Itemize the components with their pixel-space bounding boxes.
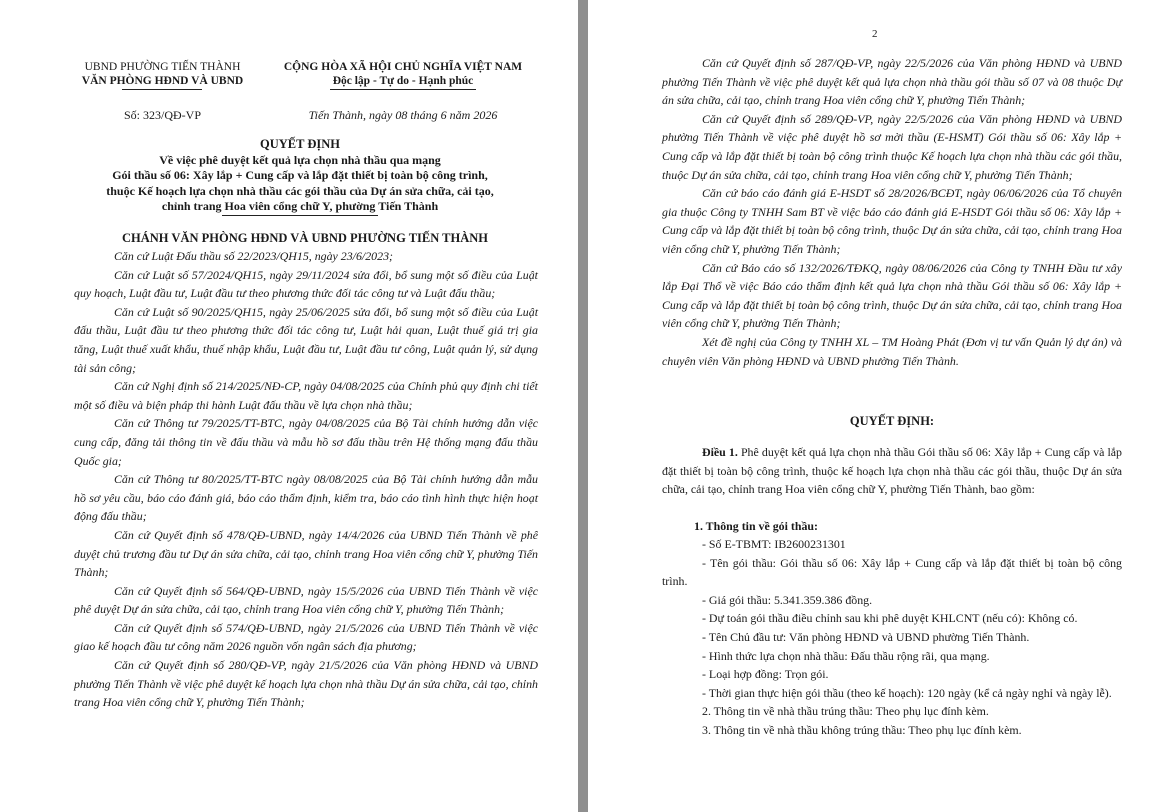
legal-basis: Căn cứ Báo cáo số 132/2026/TĐKQ, ngày 08/06/2026 của Công ty TNHH Đầu tư xây lắp Đại Thổ về việc Báo cáo thẩm định kết quả lựa chọn nhà thầu Gói thầu số 06: Xây lắp + Cung cấp và lắp đặt thiết bị toàn bộ công trình, thuộc Dự án sửa chữa, cải tạo, chỉnh trang Hoa viên cổng chữ Y, phường Tiến Thành; bbox=[662, 260, 1122, 331]
org-underline bbox=[122, 89, 202, 90]
document-title: QUYẾT ĐỊNH bbox=[260, 137, 340, 151]
legal-basis: Căn cứ Nghị định số 214/2025/NĐ-CP, ngày 04/08/2025 của Chính phủ quy định chi tiết một số điều và biện pháp thi hành Luật đấu thầu về lựa chọn nhà thầu; bbox=[74, 379, 538, 412]
legal-basis: Căn cứ Luật số 90/2025/QH15, ngày 25/06/2025 sửa đổi, bổ sung một số điều của Luật đấu thầu, Luật đầu tư theo phương thức đối tác công tư, Luật hải quan, Luật thuế giá trị gia tăng, Luật thuế xuất khẩu, thuế nhập khẩu, Luật đầu tư, Luật đầu tư công, Luật quản lý, sử dụng tài sản công; bbox=[74, 304, 538, 375]
package-info-item: - Dự toán gói thầu điều chỉnh sau khi phê duyệt KHLCNT (nếu có): Không có. bbox=[702, 611, 1078, 626]
subject-underline bbox=[222, 215, 378, 216]
package-info-item: - Loại hợp đồng: Trọn gói. bbox=[702, 667, 829, 682]
article-1-label: Điều 1. bbox=[702, 445, 738, 459]
package-info-item: - Tên Chủ đầu tư: Văn phòng HĐND và UBND phường Tiến Thành. bbox=[702, 629, 1030, 644]
section-1-heading bbox=[662, 517, 1122, 536]
issuing-org bbox=[70, 60, 255, 88]
issuing-authority: CHÁNH VĂN PHÒNG HĐND VÀ UBND PHƯỜNG TIẾN THÀNH bbox=[122, 231, 488, 245]
legal-basis: Căn cứ Luật số 57/2024/QH15, ngày 29/11/2024 sửa đổi, bổ sung một số điều của Luật quy hoạch, Luật đầu tư, Luật đầu tư theo phương thức đối tác công tư và Luật đấu thầu; bbox=[74, 267, 538, 301]
article-1-text: Phê duyệt kết quả lựa chọn nhà thầu Gói thầu số 06: Xây lắp + Cung cấp và lắp đặt thiết bị toàn bộ công trình, thuộc kế hoạch lựa chọn nhà thầu các gói thầu, thuộc Dự án sửa chữa, cải tạo, chỉnh trang Hoa viên cổng chữ Y, phường Tiến Thành, bao gồm: bbox=[662, 445, 1122, 497]
legal-basis: Xét đề nghị của Công ty TNHH XL – TM Hoàng Phát (Đơn vị tư vấn Quản lý dự án) và chuyên viên Văn phòng HĐND và UBND phường Tiến Thành. bbox=[662, 334, 1122, 368]
issuing-org-line2: VĂN PHÒNG HĐND VÀ UBND bbox=[81, 75, 244, 87]
package-info-item: - Tên gói thầu: Gói thầu số 06: Xây lắp + Cung cấp và lắp đặt thiết bị toàn bộ công trình. bbox=[662, 555, 1122, 589]
package-info-item: - Số E-TBMT: IB2600231301 bbox=[702, 537, 846, 551]
nation-line1: CỘNG HÒA XÃ HỘI CHỦ NGHĨA VIỆT NAM bbox=[283, 61, 523, 73]
package-info-item: - Hình thức lựa chọn nhà thầu: Đấu thầu rộng rãi, qua mạng. bbox=[702, 648, 990, 663]
legal-basis: Căn cứ Thông tư 80/2025/TT-BTC ngày 08/08/2025 của Bộ Tài chính hướng dẫn mẫu hồ sơ yêu cầu, báo cáo đánh giá, báo cáo thẩm định, kiểm tra, báo cáo tình hình thực hiện hoạt động đấu thầu; bbox=[74, 472, 538, 524]
document-number: Số: 323/QĐ-VP bbox=[123, 108, 201, 122]
document-page-1 bbox=[0, 0, 578, 812]
page-number: 2 bbox=[872, 28, 878, 40]
legal-basis: Căn cứ Quyết định số 478/QĐ-UBND, ngày 14/4/2026 của UBND Tiến Thành về phê duyệt chủ trương đầu tư Dự án sửa chữa, cải tạo, chỉnh trang Hoa viên cổng chữ Y, phường Tiến Thành; bbox=[74, 527, 538, 580]
legal-basis: Căn cứ Thông tư 79/2025/TT-BTC, ngày 04/08/2025 của Bộ Tài chính hướng dẫn việc cung cấp, đăng tải thông tin về đấu thầu và mẫu hồ sơ đấu thầu trên Hệ thống mạng đấu thầu Quốc gia; bbox=[74, 416, 538, 468]
legal-basis-list bbox=[74, 247, 538, 712]
legal-basis-list bbox=[662, 54, 1122, 370]
subject-line: Về việc phê duyệt kết quả lựa chọn nhà thầu qua mạng bbox=[159, 153, 441, 167]
subject-line: chỉnh trang Hoa viên cổng chữ Y, phường Tiến Thành bbox=[161, 198, 439, 213]
issuing-org-line1: UBND PHƯỜNG TIẾN THÀNH bbox=[84, 61, 241, 73]
subject-line: Gói thầu số 06: Xây lắp + Cung cấp và lắp đặt thiết bị toàn bộ công trình, bbox=[112, 168, 488, 183]
motto-underline bbox=[330, 89, 476, 90]
section-2: 2. Thông tin về nhà thầu trúng thầu: Theo phụ lục đính kèm. bbox=[702, 704, 989, 719]
legal-basis: Căn cứ Quyết định số 574/QĐ-UBND, ngày 21/5/2026 của UBND Tiến Thành về việc giao kế hoạch đầu tư công năm 2026 nguồn vốn ngân sách địa phương; bbox=[74, 620, 538, 654]
package-info-item: - Giá gói thầu: 5.341.359.386 đồng. bbox=[702, 592, 873, 607]
package-info-item: - Thời gian thực hiện gói thầu (theo kế hoạch): 120 ngày (kể cả ngày nghỉ và ngày lễ). bbox=[702, 685, 1112, 700]
place-date: Tiến Thành, ngày 08 tháng 6 năm 2026 bbox=[308, 108, 498, 122]
nation-line2: Độc lập - Tự do - Hạnh phúc bbox=[332, 75, 474, 87]
section-1-heading-text: 1. Thông tin về gói thầu: bbox=[694, 519, 818, 533]
legal-basis: Căn cứ Quyết định số 564/QĐ-UBND, ngày 15/5/2026 của UBND Tiến Thành về việc phê duyệt Dự án sửa chữa, cải tạo, chỉnh trang Hoa viên cổng chữ Y, phường Tiến Thành; bbox=[74, 583, 538, 617]
legal-basis: Căn cứ Quyết định số 287/QĐ-VP, ngày 22/5/2026 của Văn phòng HĐND và UBND phường Tiến Thành về việc phê duyệt kết quả lựa chọn nhà thầu gói thầu số 07 và 08 thuộc Dự án sửa chữa, cải tạo, chỉnh trang Hoa viên cổng chữ Y, phường Tiến Thành; bbox=[662, 56, 1122, 108]
document-subject bbox=[40, 153, 560, 214]
legal-basis: Căn cứ Luật Đấu thầu số 22/2023/QH15, ngày 23/6/2023; bbox=[114, 249, 393, 263]
package-info-list bbox=[662, 535, 1122, 740]
subject-line: thuộc Kế hoạch lựa chọn nhà thầu các gói thầu của Dự án sửa chữa, cải tạo, bbox=[106, 183, 494, 198]
decision-heading: QUYẾT ĐỊNH: bbox=[849, 414, 935, 428]
article-1 bbox=[662, 443, 1122, 499]
legal-basis: Căn cứ báo cáo đánh giá E-HSDT số 28/2026/BCĐT, ngày 06/06/2026 của Tổ chuyên gia thuộc Công ty TNHH Sam BT về việc báo cáo đánh giá E-HSDT Gói thầu số 06: Xây lắp + Cung cấp và lắp đặt thiết bị toàn bộ công trình, thuộc Dự án sửa chữa, cải tạo, chỉnh trang Hoa viên cổng chữ Y, phường Tiến Thành; bbox=[662, 186, 1122, 256]
national-motto bbox=[268, 60, 538, 88]
legal-basis: Căn cứ Quyết định số 289/QĐ-VP, ngày 22/5/2026 của Văn phòng HĐND và UBND phường Tiến Thành về việc phê duyệt hồ sơ mời thầu (E-HSMT) Gói thầu số 06: Xây lắp + Cung cấp và lắp đặt thiết bị toàn bộ công trình thuộc Kế hoạch lựa chọn nhà thầu các gói thầu, thuộc Dự án sửa chữa, cải tạo, chỉnh trang Hoa viên cổng chữ Y, phường Tiến Thành; bbox=[662, 111, 1122, 182]
section-3: 3. Thông tin về nhà thầu không trúng thầu: Theo phụ lục đính kèm. bbox=[702, 722, 1022, 737]
document-page-2 bbox=[588, 0, 1160, 812]
legal-basis: Căn cứ Quyết định số 280/QĐ-VP, ngày 21/5/2026 của Văn phòng HĐND và UBND phường Tiến Thành về việc phê duyệt kế hoạch lựa chọn nhà thầu Dự án sửa chữa, cải tạo, chỉnh trang Hoa viên cổng chữ Y, phường Tiến Thành; bbox=[74, 658, 538, 710]
